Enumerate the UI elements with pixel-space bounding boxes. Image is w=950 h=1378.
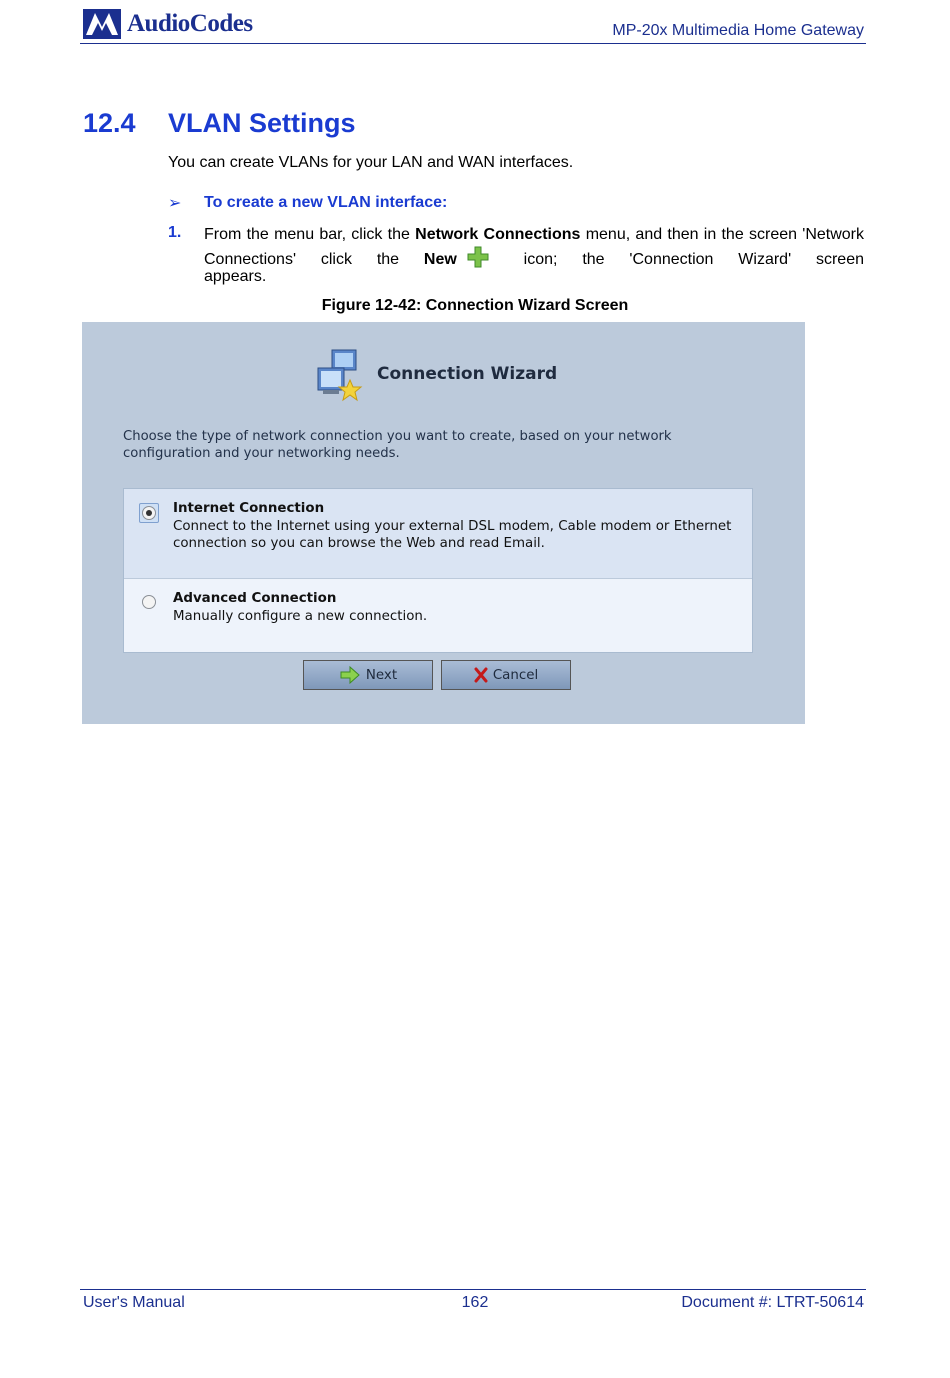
cancel-button[interactable] xyxy=(441,660,571,690)
step-number: 1. xyxy=(168,224,182,241)
cancel-label: Cancel xyxy=(492,667,539,683)
step-text-c: icon; the 'Connection Wizard' screen xyxy=(498,251,865,268)
red-x-icon xyxy=(474,667,488,683)
advanced-connection-radio[interactable] xyxy=(142,595,156,609)
step-bold-menu: Network Connections xyxy=(415,226,581,243)
page-number: 162 xyxy=(461,1294,489,1311)
intro-paragraph: You can create VLANs for your LAN and WAN interfaces. xyxy=(168,154,574,171)
next-label: Next xyxy=(365,667,398,683)
audiocodes-logo xyxy=(83,8,273,40)
procedure-title: To create a new VLAN interface: xyxy=(204,194,448,211)
document-number: Document #: LTRT-50614 xyxy=(681,1294,864,1311)
section-number: 12.4 xyxy=(83,108,136,138)
connection-wizard-screenshot xyxy=(82,322,805,724)
wizard-description: Choose the type of network connection you want to create, based on your network configuration and your networking needs. xyxy=(123,429,672,461)
logo-text: AudioCodes xyxy=(127,10,253,37)
next-button[interactable] xyxy=(303,660,433,690)
step-text xyxy=(204,224,864,271)
radio-dot xyxy=(146,510,152,516)
step-bold-new: New xyxy=(423,251,457,268)
option-internet-connection[interactable] xyxy=(124,489,752,579)
section-title: VLAN Settings xyxy=(168,108,356,138)
internet-connection-radio[interactable] xyxy=(139,503,159,523)
connection-options xyxy=(123,488,753,653)
option-title: Advanced Connection xyxy=(173,591,337,606)
arrow-bullet-icon: ➢ xyxy=(168,195,182,212)
footer-manual-title: User's Manual xyxy=(83,1294,185,1311)
step-text-b: menu, and then in the screen 'Network Connections' click the xyxy=(204,226,865,268)
wizard-title: Connection Wizard xyxy=(377,364,558,384)
step-text-a: From the menu bar, click the xyxy=(204,226,416,243)
option-description: Manually configure a new connection. xyxy=(173,609,428,624)
radio-selected xyxy=(142,506,156,520)
green-plus-icon xyxy=(467,246,489,268)
step-text-end: appears. xyxy=(204,268,267,285)
footer-divider xyxy=(80,1289,866,1290)
audiocodes-logo-icon xyxy=(83,9,121,39)
option-description: Connect to the Internet using your external DSL modem, Cable modem or Ethernet connection so you can browse the Web and read Email. xyxy=(173,519,732,551)
option-title: Internet Connection xyxy=(173,501,325,516)
product-name: MP-20x Multimedia Home Gateway xyxy=(612,22,864,39)
option-advanced-connection[interactable] xyxy=(124,579,752,652)
green-arrow-icon xyxy=(339,664,361,686)
connection-wizard-icon xyxy=(310,344,368,406)
figure-caption: Figure 12-42: Connection Wizard Screen xyxy=(321,297,629,314)
header-divider xyxy=(80,43,866,44)
